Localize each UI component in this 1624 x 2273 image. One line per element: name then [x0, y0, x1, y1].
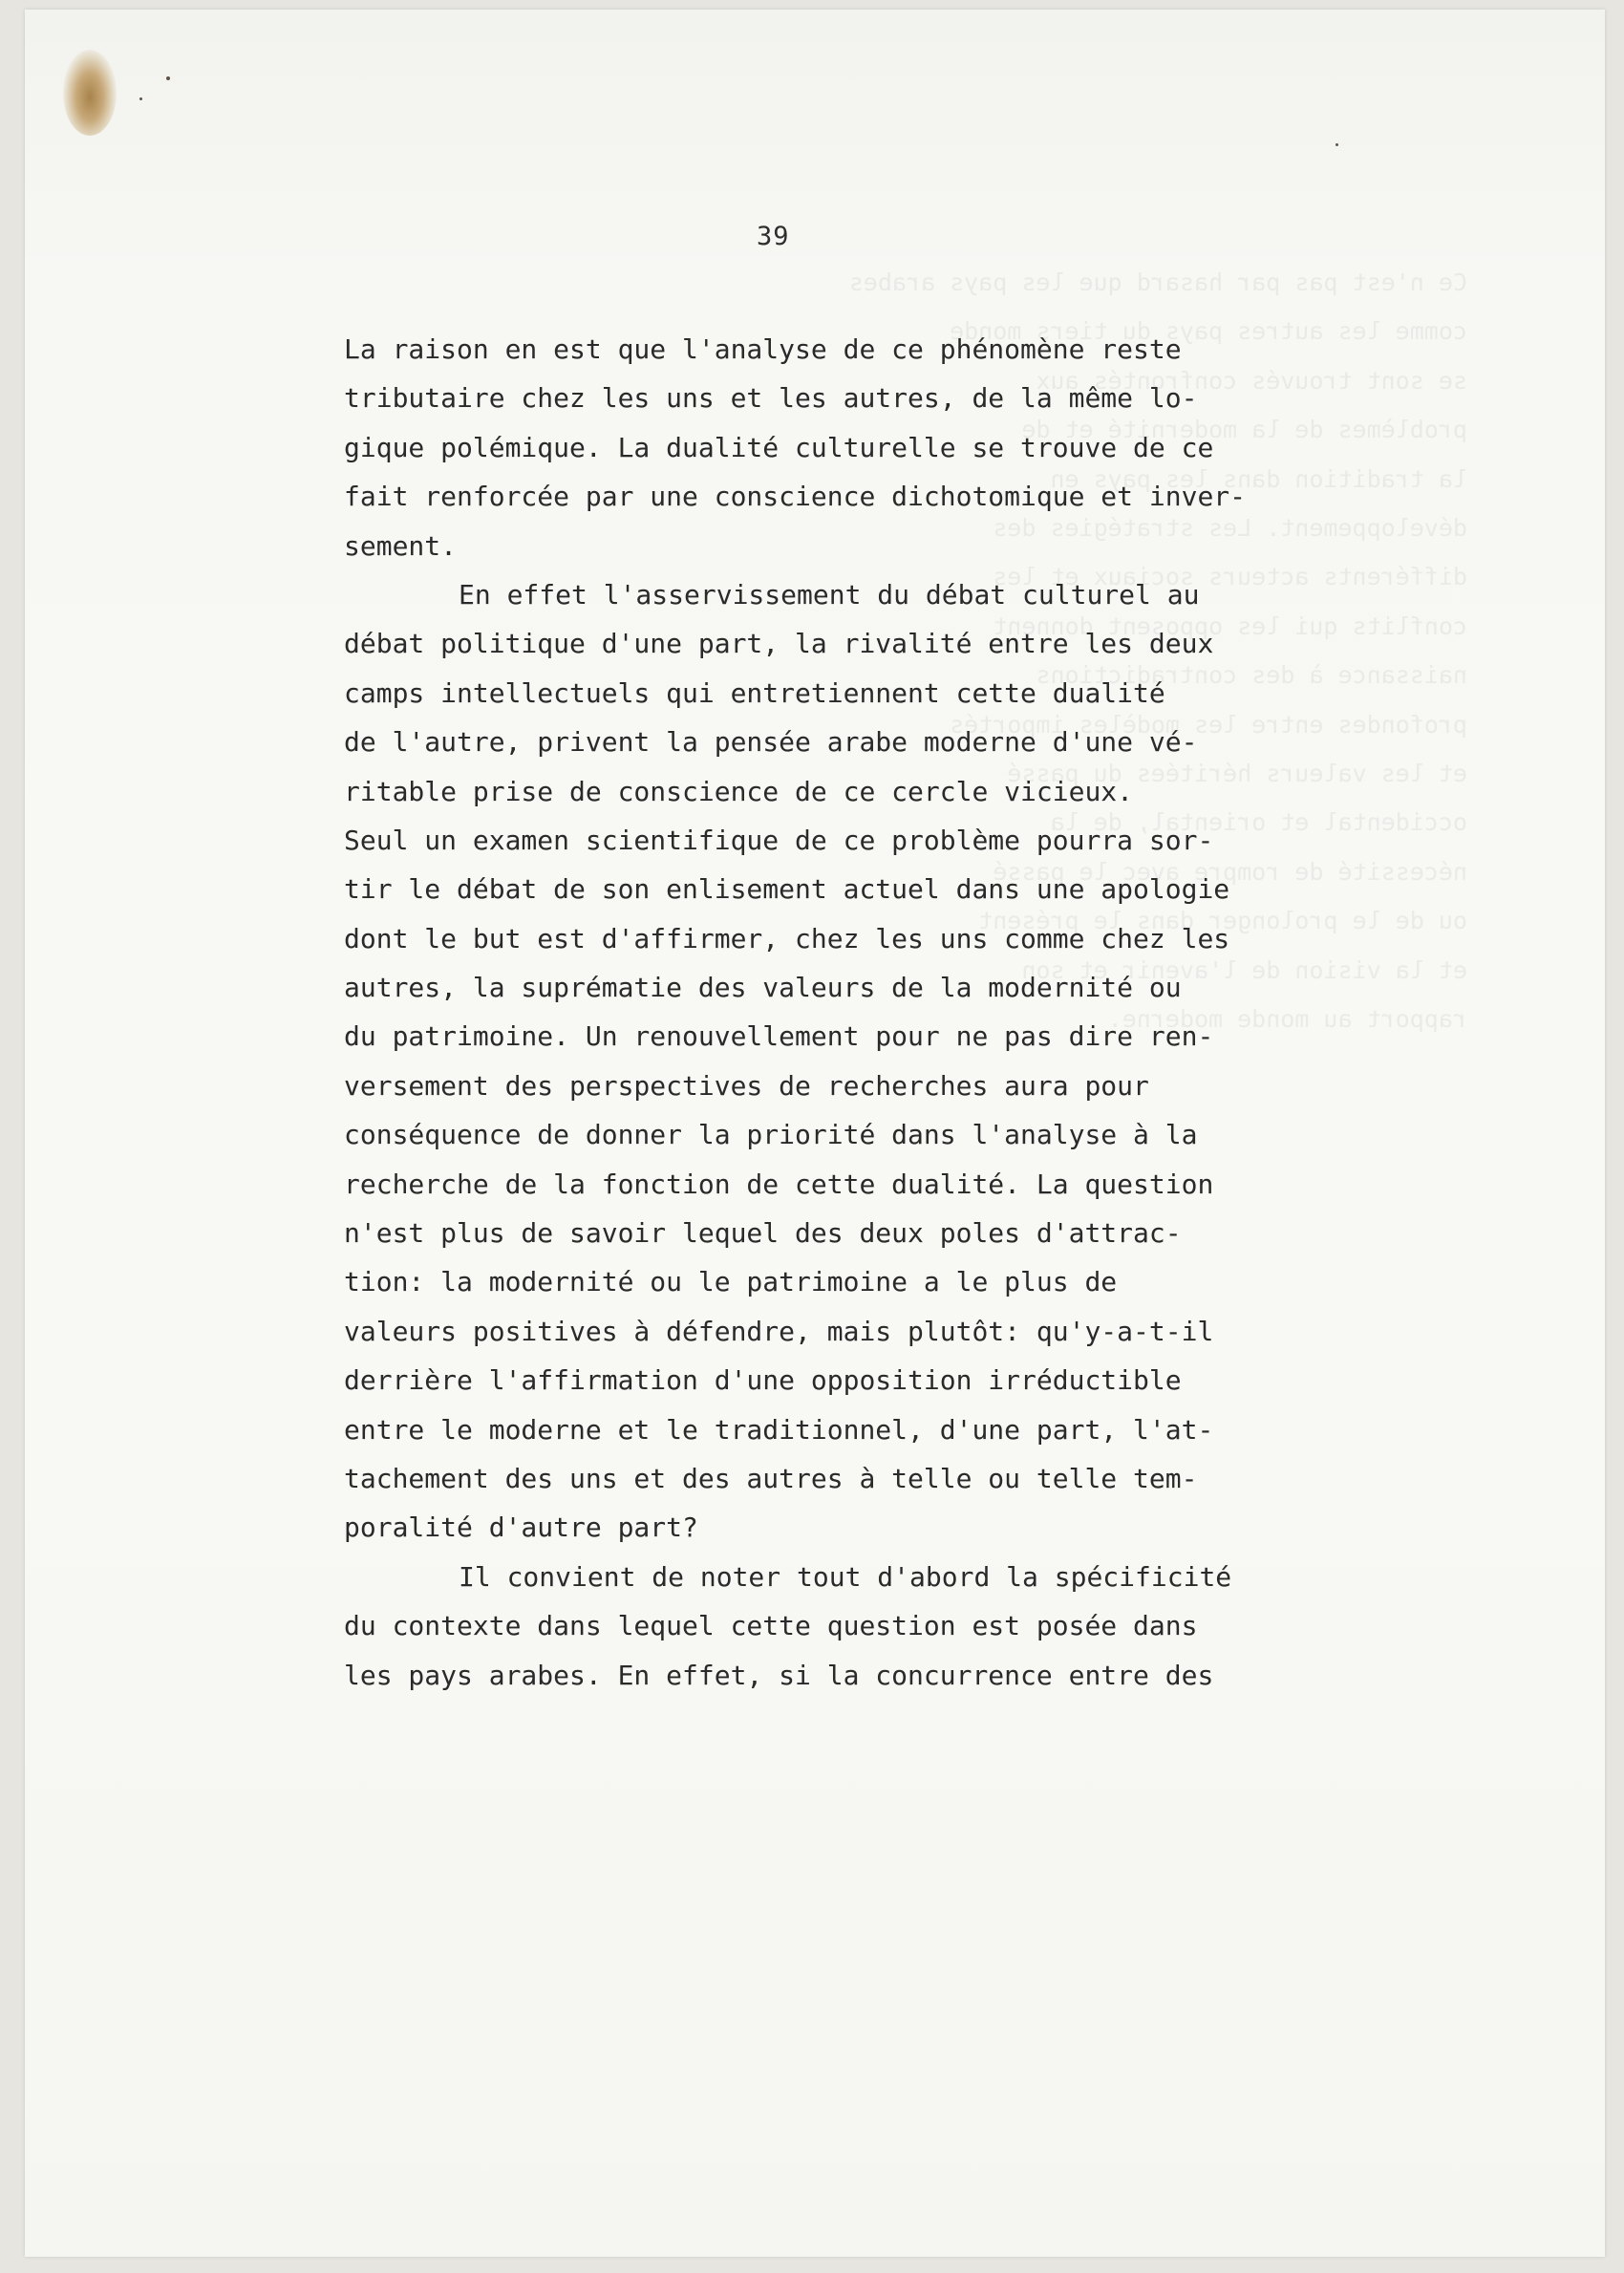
text-line: tributaire chez les uns et les autres, de la même lo- — [344, 382, 1198, 415]
text-line: En effet l'asservissement du débat culturel au — [459, 578, 1200, 611]
text-line: conséquence de donner la priorité dans l'analyse à la — [344, 1119, 1198, 1151]
text-line: sement. — [344, 529, 458, 562]
paragraph — [344, 325, 1433, 570]
text-line: La raison en est que l'analyse de ce phénomène reste — [344, 333, 1182, 365]
paragraph — [344, 570, 1433, 1553]
page-number: 39 — [757, 222, 790, 251]
text-line: derrière l'affirmation d'une opposition irréductible — [344, 1364, 1182, 1397]
paper-speck — [1336, 143, 1338, 146]
text-line: du patrimoine. Un renouvellement pour ne pas dire ren- — [344, 1020, 1214, 1053]
text-line: Il convient de noter tout d'abord la spécificité — [459, 1560, 1232, 1593]
text-line: valeurs positives à défendre, mais plutôt: qu'y-a-t-il — [344, 1315, 1214, 1347]
paper-speck — [139, 97, 142, 100]
text-line: fait renforcée par une conscience dichotomique et inver- — [344, 481, 1247, 513]
body-text — [344, 325, 1433, 1700]
text-line: recherche de la fonction de cette dualité. La question — [344, 1168, 1214, 1200]
text-line: entre le moderne et le traditionnel, d'une part, l'at- — [344, 1413, 1214, 1446]
text-line: tion: la modernité ou le patrimoine a le plus de — [344, 1266, 1118, 1298]
paper-stain — [63, 50, 117, 136]
text-line: versement des perspectives de recherches aura pour — [344, 1069, 1149, 1102]
text-line: tachement des uns et des autres à telle ou telle tem- — [344, 1462, 1198, 1494]
text-line: poralité d'autre part? — [344, 1512, 698, 1544]
text-line: Seul un examen scientifique de ce problème pourra sor- — [344, 824, 1214, 856]
paper-speck — [166, 76, 170, 80]
text-line: du contexte dans lequel cette question est posée dans — [344, 1610, 1198, 1642]
scanned-page — [25, 10, 1605, 2257]
bleed-through-text: Ce n'est pas par hasard que les pays arabes comme les autres pays du tiers monde se sont trouvés confrontés aux problèmes de la modernité et de la tradition dans les pays en développement. Les stratégies des différents acteurs sociaux et les conflits qui les opposent donnent naissance à des contradictions profondes entre les modèles importés et les valeurs héritées du passé occidental et oriental, de la nécessité de rompre avec le passé ou de le prolonger dans le présent et la vision de l'avenir et son rapport au monde moderne. — [848, 268, 1467, 1034]
text-line: débat politique d'une part, la rivalité entre les deux — [344, 628, 1214, 660]
text-line: tir le débat de son enlisement actuel dans une apologie — [344, 873, 1230, 906]
text-line: dont le but est d'affirmer, chez les uns comme chez les — [344, 922, 1230, 954]
text-line: de l'autre, privent la pensée arabe moderne d'une vé- — [344, 726, 1198, 759]
text-line: camps intellectuels qui entretiennent cette dualité — [344, 676, 1165, 709]
text-line: ritable prise de conscience de ce cercle vicieux. — [344, 775, 1134, 807]
text-line: les pays arabes. En effet, si la concurrence entre des — [344, 1659, 1214, 1691]
paragraph — [344, 1553, 1433, 1700]
text-line: n'est plus de savoir lequel des deux poles d'attrac- — [344, 1217, 1182, 1250]
text-line: autres, la suprématie des valeurs de la modernité ou — [344, 972, 1182, 1004]
text-line: gique polémique. La dualité culturelle se trouve de ce — [344, 431, 1214, 463]
